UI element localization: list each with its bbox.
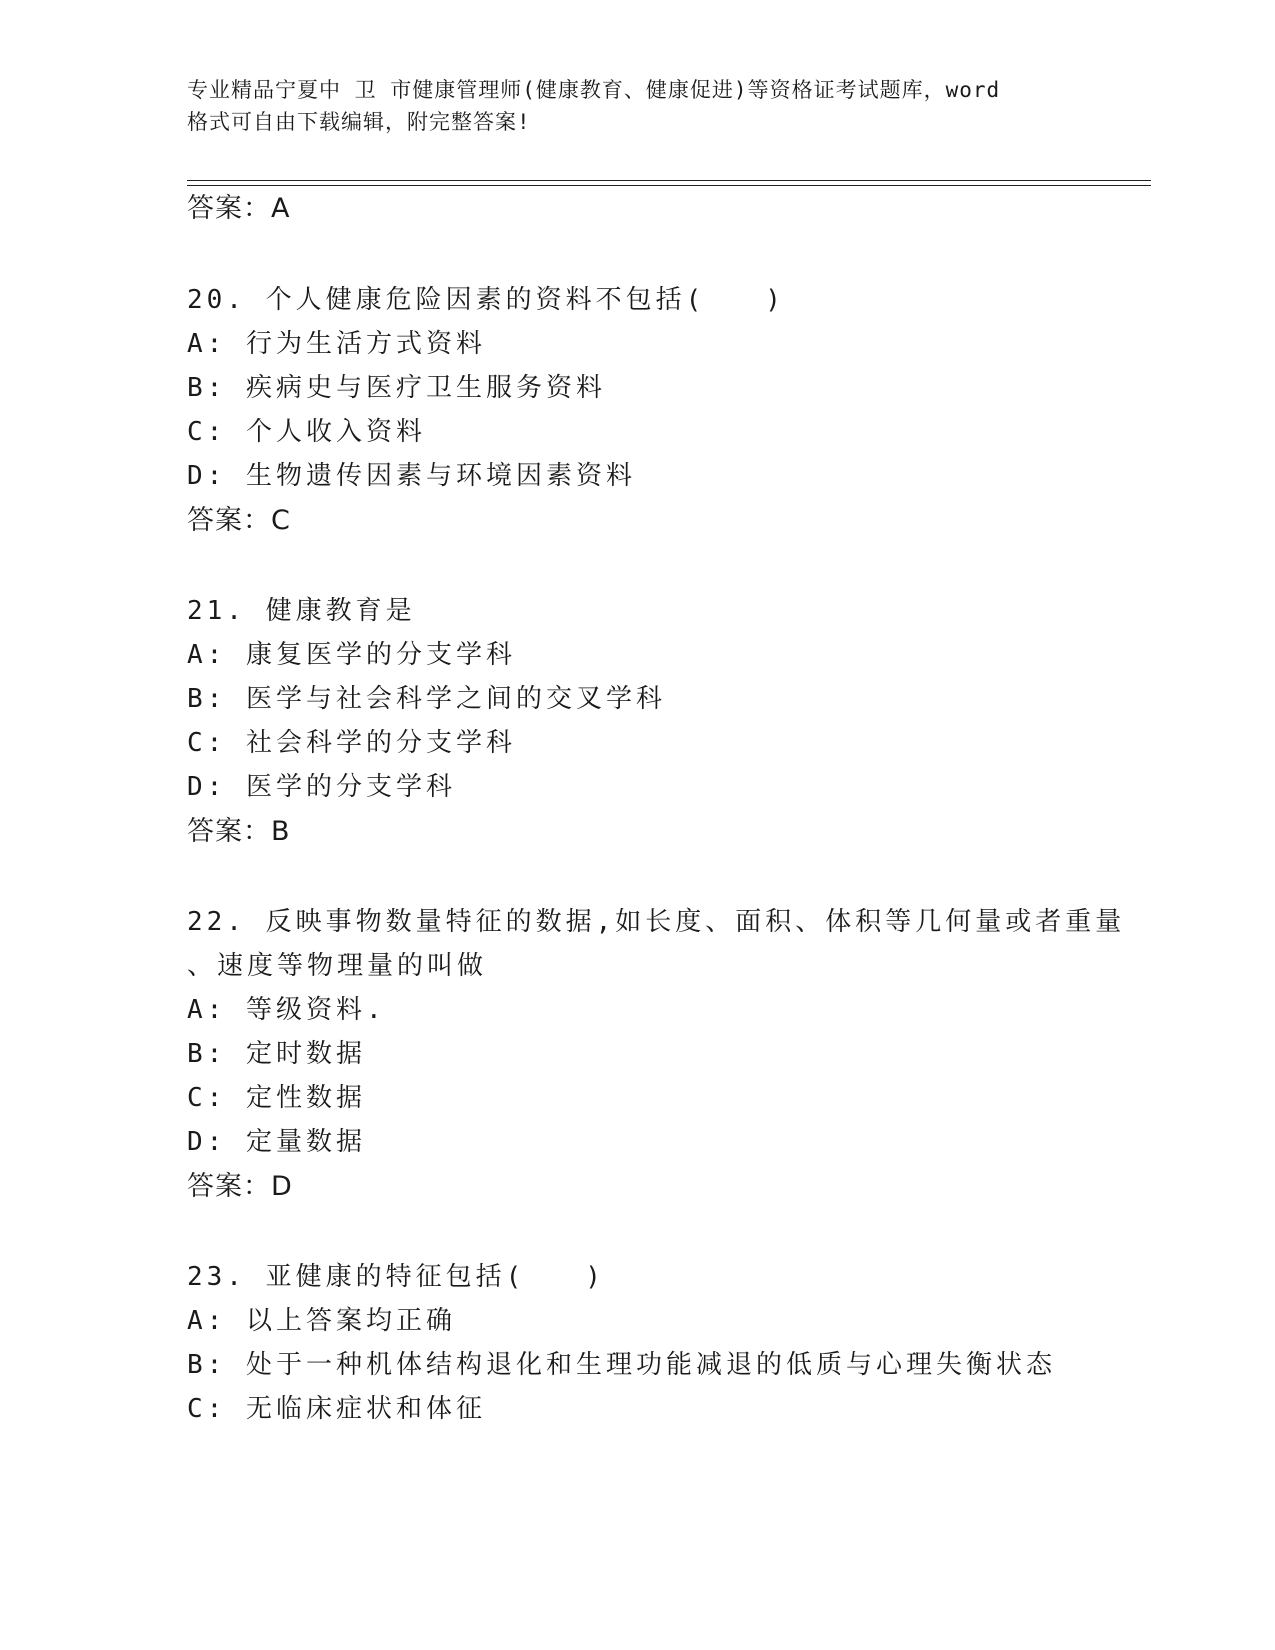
question-21-option-d: D: 医学的分支学科 — [187, 772, 456, 802]
question-23-option-a: A: 以上答案均正确 — [187, 1306, 456, 1336]
question-22-stem-line-2: 、速度等物理量的叫做 — [187, 951, 488, 981]
document-header — [187, 74, 1107, 138]
question-22-answer: 答案：D — [187, 1171, 293, 1202]
previous-answer: 答案：A — [187, 193, 291, 224]
question-21-option-c: C: 社会科学的分支学科 — [187, 728, 516, 758]
question-22-option-d: D: 定量数据 — [187, 1127, 366, 1157]
header-line-1: 专业精品宁夏中 卫 市健康管理师(健康教育、健康促进)等资格证考试题库，word — [187, 78, 1001, 102]
question-20-option-d: D: 生物遗传因素与环境因素资料 — [187, 461, 636, 491]
question-21-option-a: A: 康复医学的分支学科 — [187, 640, 516, 670]
question-22-stem-line-1: 22. 反映事物数量特征的数据,如长度、面积、体积等几何量或者重量 — [187, 907, 1126, 937]
question-23-option-c: C: 无临床症状和体征 — [187, 1394, 486, 1424]
header-line-2: 格式可自由下载编辑，附完整答案! — [187, 110, 531, 134]
header-divider-bottom — [187, 185, 1151, 186]
question-20-option-a: A: 行为生活方式资料 — [187, 329, 486, 359]
question-20-answer: 答案：C — [187, 505, 291, 536]
question-20-option-c: C: 个人收入资料 — [187, 417, 426, 447]
question-20-option-b: B: 疾病史与医疗卫生服务资料 — [187, 373, 606, 403]
question-23-stem: 23. 亚健康的特征包括( ) — [187, 1262, 605, 1292]
question-20-stem: 20. 个人健康危险因素的资料不包括( ) — [187, 285, 785, 315]
question-21-stem: 21. 健康教育是 — [187, 596, 416, 626]
question-21-option-b: B: 医学与社会科学之间的交叉学科 — [187, 684, 666, 714]
header-divider-top — [187, 180, 1151, 181]
question-23-option-b: B: 处于一种机体结构退化和生理功能减退的低质与心理失衡状态 — [187, 1350, 1056, 1380]
question-22-option-a: A: 等级资料. — [187, 995, 386, 1025]
question-21-answer: 答案：B — [187, 816, 291, 847]
question-22-option-b: B: 定时数据 — [187, 1039, 366, 1069]
question-22-option-c: C: 定性数据 — [187, 1083, 366, 1113]
